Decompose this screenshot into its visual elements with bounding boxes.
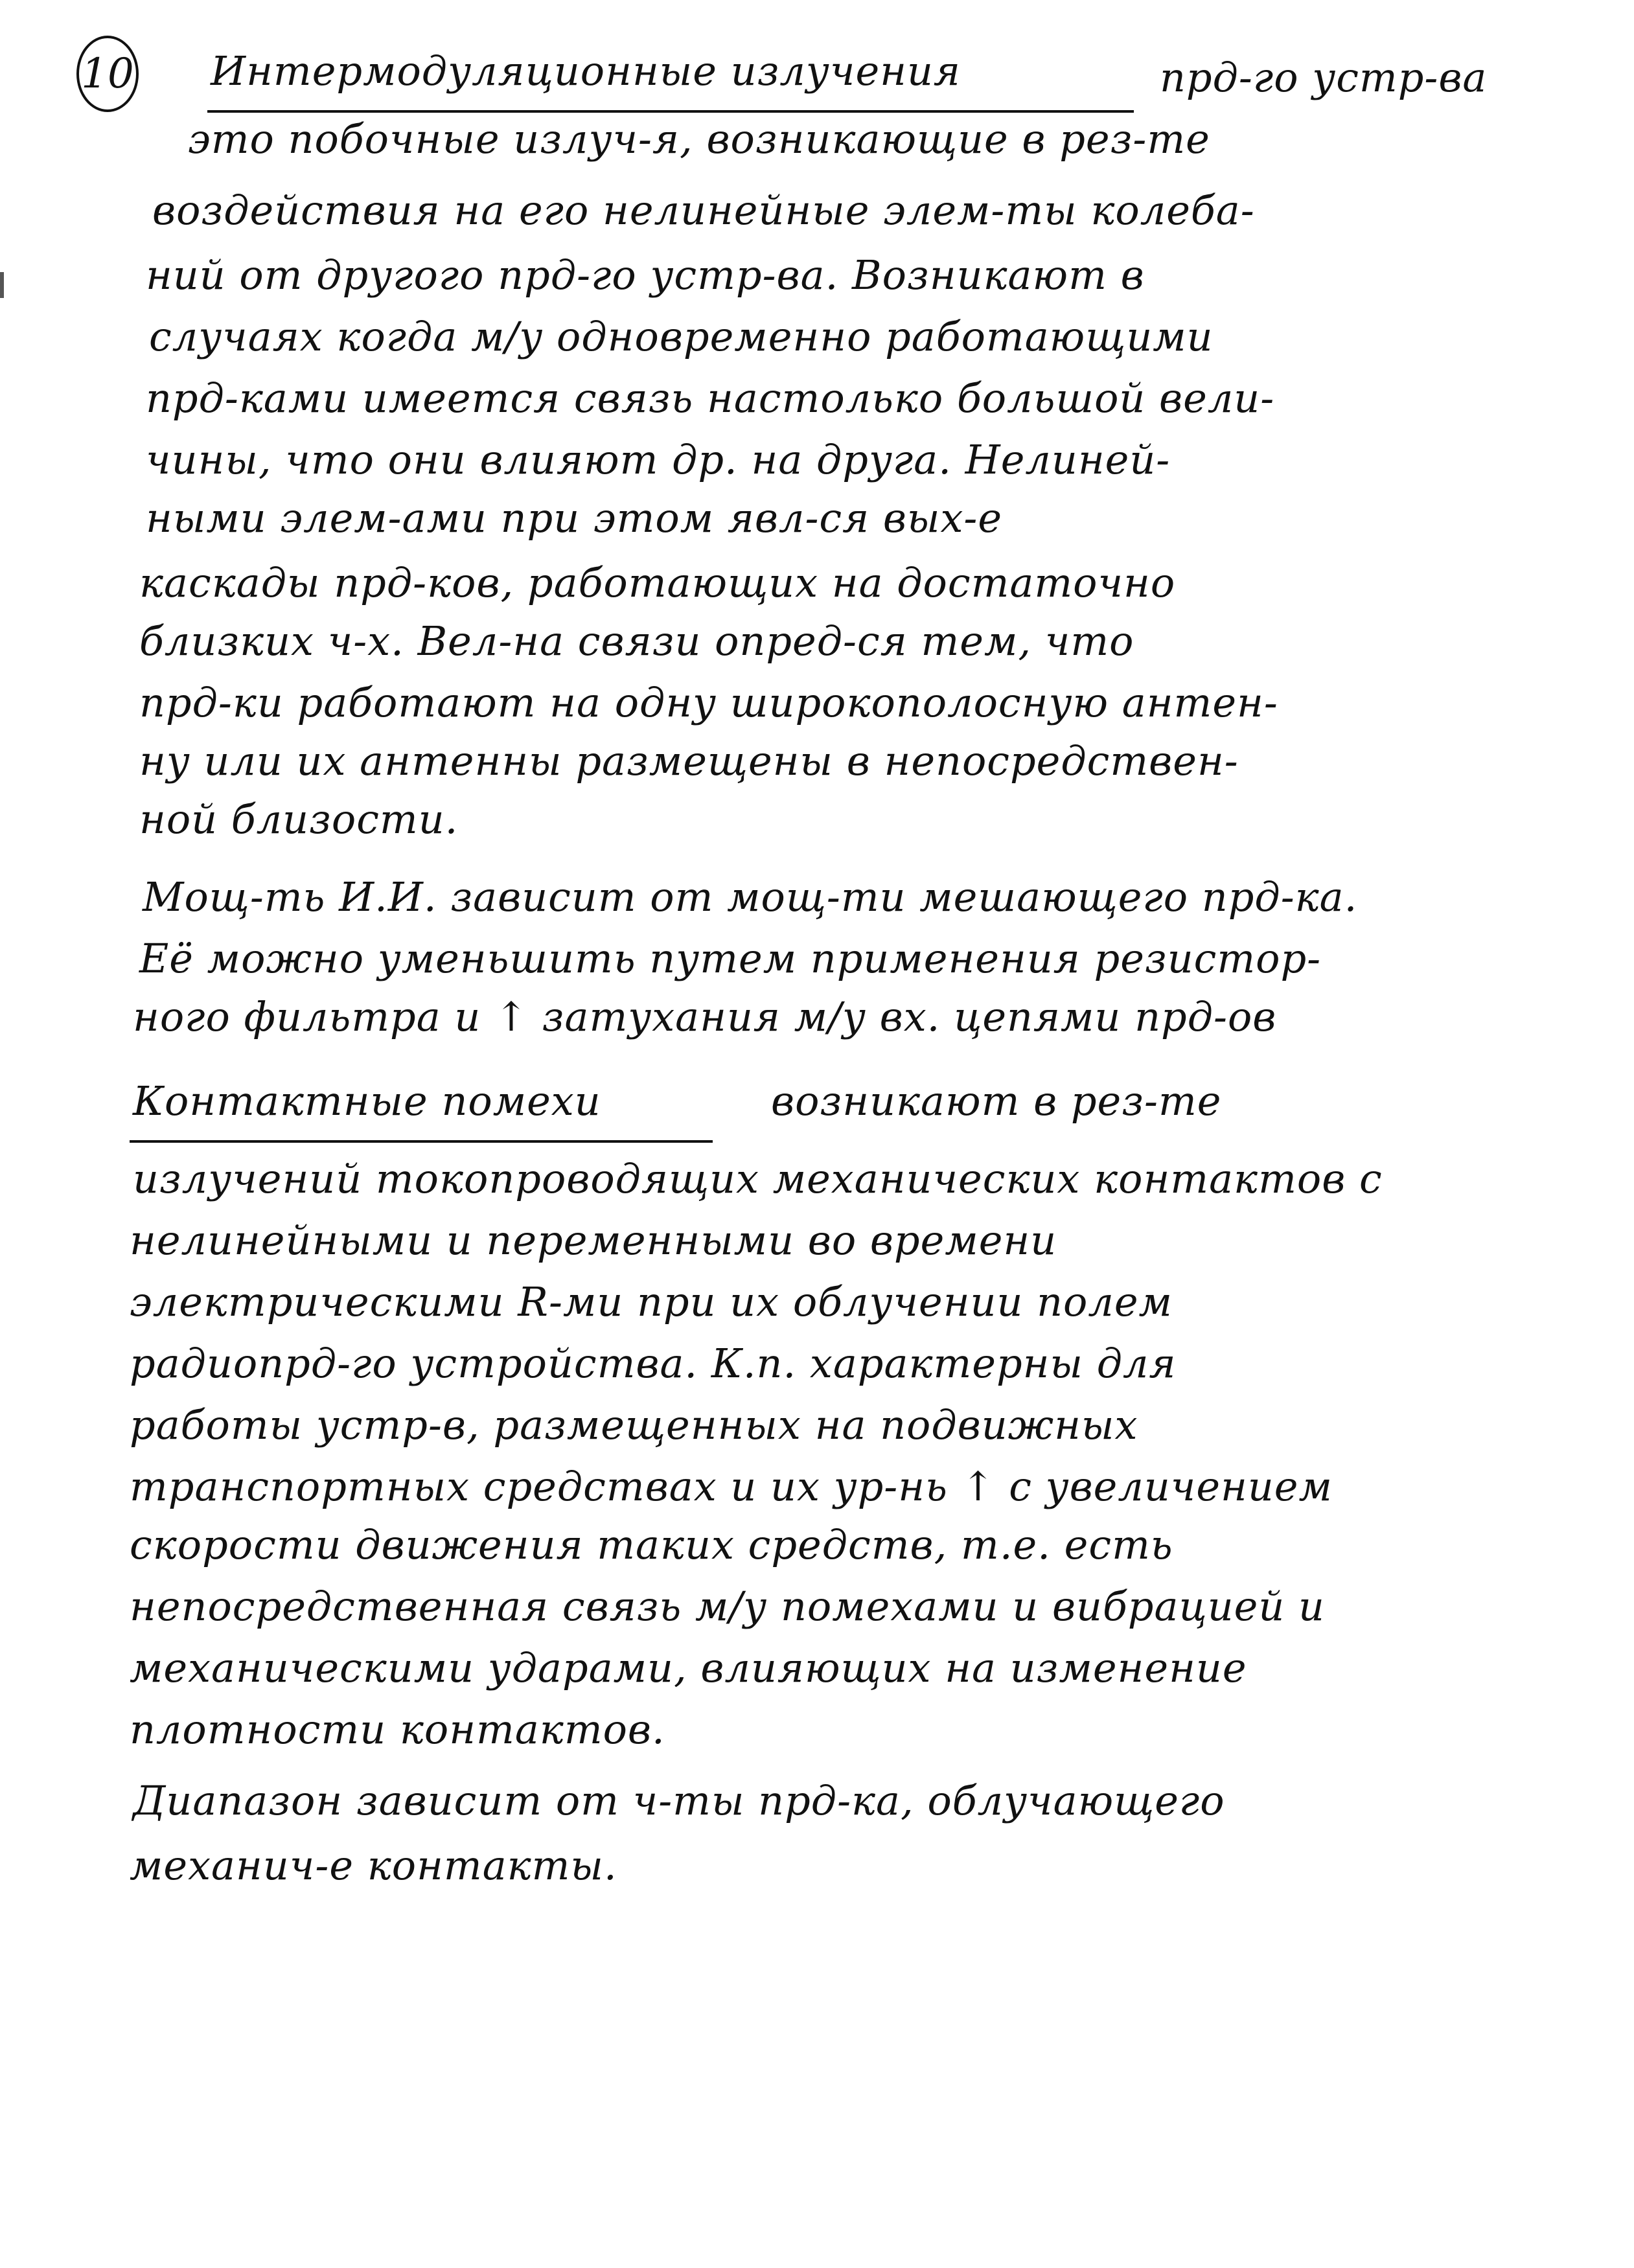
section2-line: работы устр-в, размещенных на подвижных [130, 1401, 1138, 1449]
section2-line: плотности контактов. [130, 1706, 665, 1753]
section2-line: радиопрд-го устройства. К.п. характерны для [130, 1340, 1177, 1387]
section2-heading-underline [130, 1140, 713, 1143]
section1-heading: Интермодуляционные излучения [211, 47, 961, 95]
section2-line: скорости движения таких средств, т.е. есть [130, 1521, 1173, 1568]
section1-line: ний от другого прд-го устр-ва. Возникают в [146, 251, 1145, 299]
section1-line: близких ч-х. Вел-на связи опред-ся тем, что [139, 617, 1134, 665]
section2-line: нелинейными и переменными во времени [130, 1217, 1057, 1264]
section1-line: случаях когда м/у одновременно работающими [149, 313, 1214, 360]
section2-line: транспортных средствах и их ур-нь ↑ с увеличением [130, 1463, 1333, 1510]
section2-line: механич-е контакты. [130, 1842, 617, 1889]
section2-line: Диапазон зависит от ч-ты прд-ка, облучающего [133, 1777, 1225, 1824]
section1-line: это побочные излуч-я, возникающие в рез-те [188, 115, 1210, 163]
scan-edge-mark [0, 272, 4, 298]
section2-line: электрическими R-ми при их облучении полем [130, 1278, 1173, 1325]
section1-line: прд-го устр-ва [1160, 54, 1488, 101]
section2-line: излучений токопроводящих механических контактов с [133, 1155, 1383, 1202]
question-number-text: 10 [81, 50, 134, 98]
question-number [76, 36, 139, 112]
section1-line: воздействия на его нелинейные элем-ты колеба- [152, 187, 1255, 234]
section1-line: прд-ками имеется связь настолько большой вели- [146, 374, 1275, 422]
section1-line: чины, что они влияют др. на друга. Нелиней- [146, 436, 1171, 483]
section1-line: ну или их антенны размещены в непосредствен- [139, 737, 1239, 785]
section1-line: каскады прд-ков, работающих на достаточно [139, 559, 1176, 606]
section1-line: ной близости. [139, 796, 459, 843]
section1-line: Её можно уменьшить путем применения резистор- [139, 935, 1322, 982]
section1-line: прд-ки работают на одну широкополосную антен- [139, 679, 1278, 726]
section1-line: ными элем-ами при этом явл-ся вых-е [146, 494, 1003, 542]
section2-heading: Контактные помехи [133, 1077, 601, 1125]
section1-line: ного фильтра и ↑ затухания м/у вх. цепями прд-ов [133, 993, 1277, 1040]
section2-line: механическими ударами, влияющих на изменение [130, 1644, 1247, 1691]
section1-heading-underline [207, 110, 1134, 113]
section2-line: непосредственная связь м/у помехами и вибрацией и [130, 1583, 1325, 1630]
section2-line: возникают в рез-те [771, 1077, 1222, 1125]
section1-line: Мощ-ть И.И. зависит от мощ-ти мешающего прд-ка. [143, 873, 1358, 921]
